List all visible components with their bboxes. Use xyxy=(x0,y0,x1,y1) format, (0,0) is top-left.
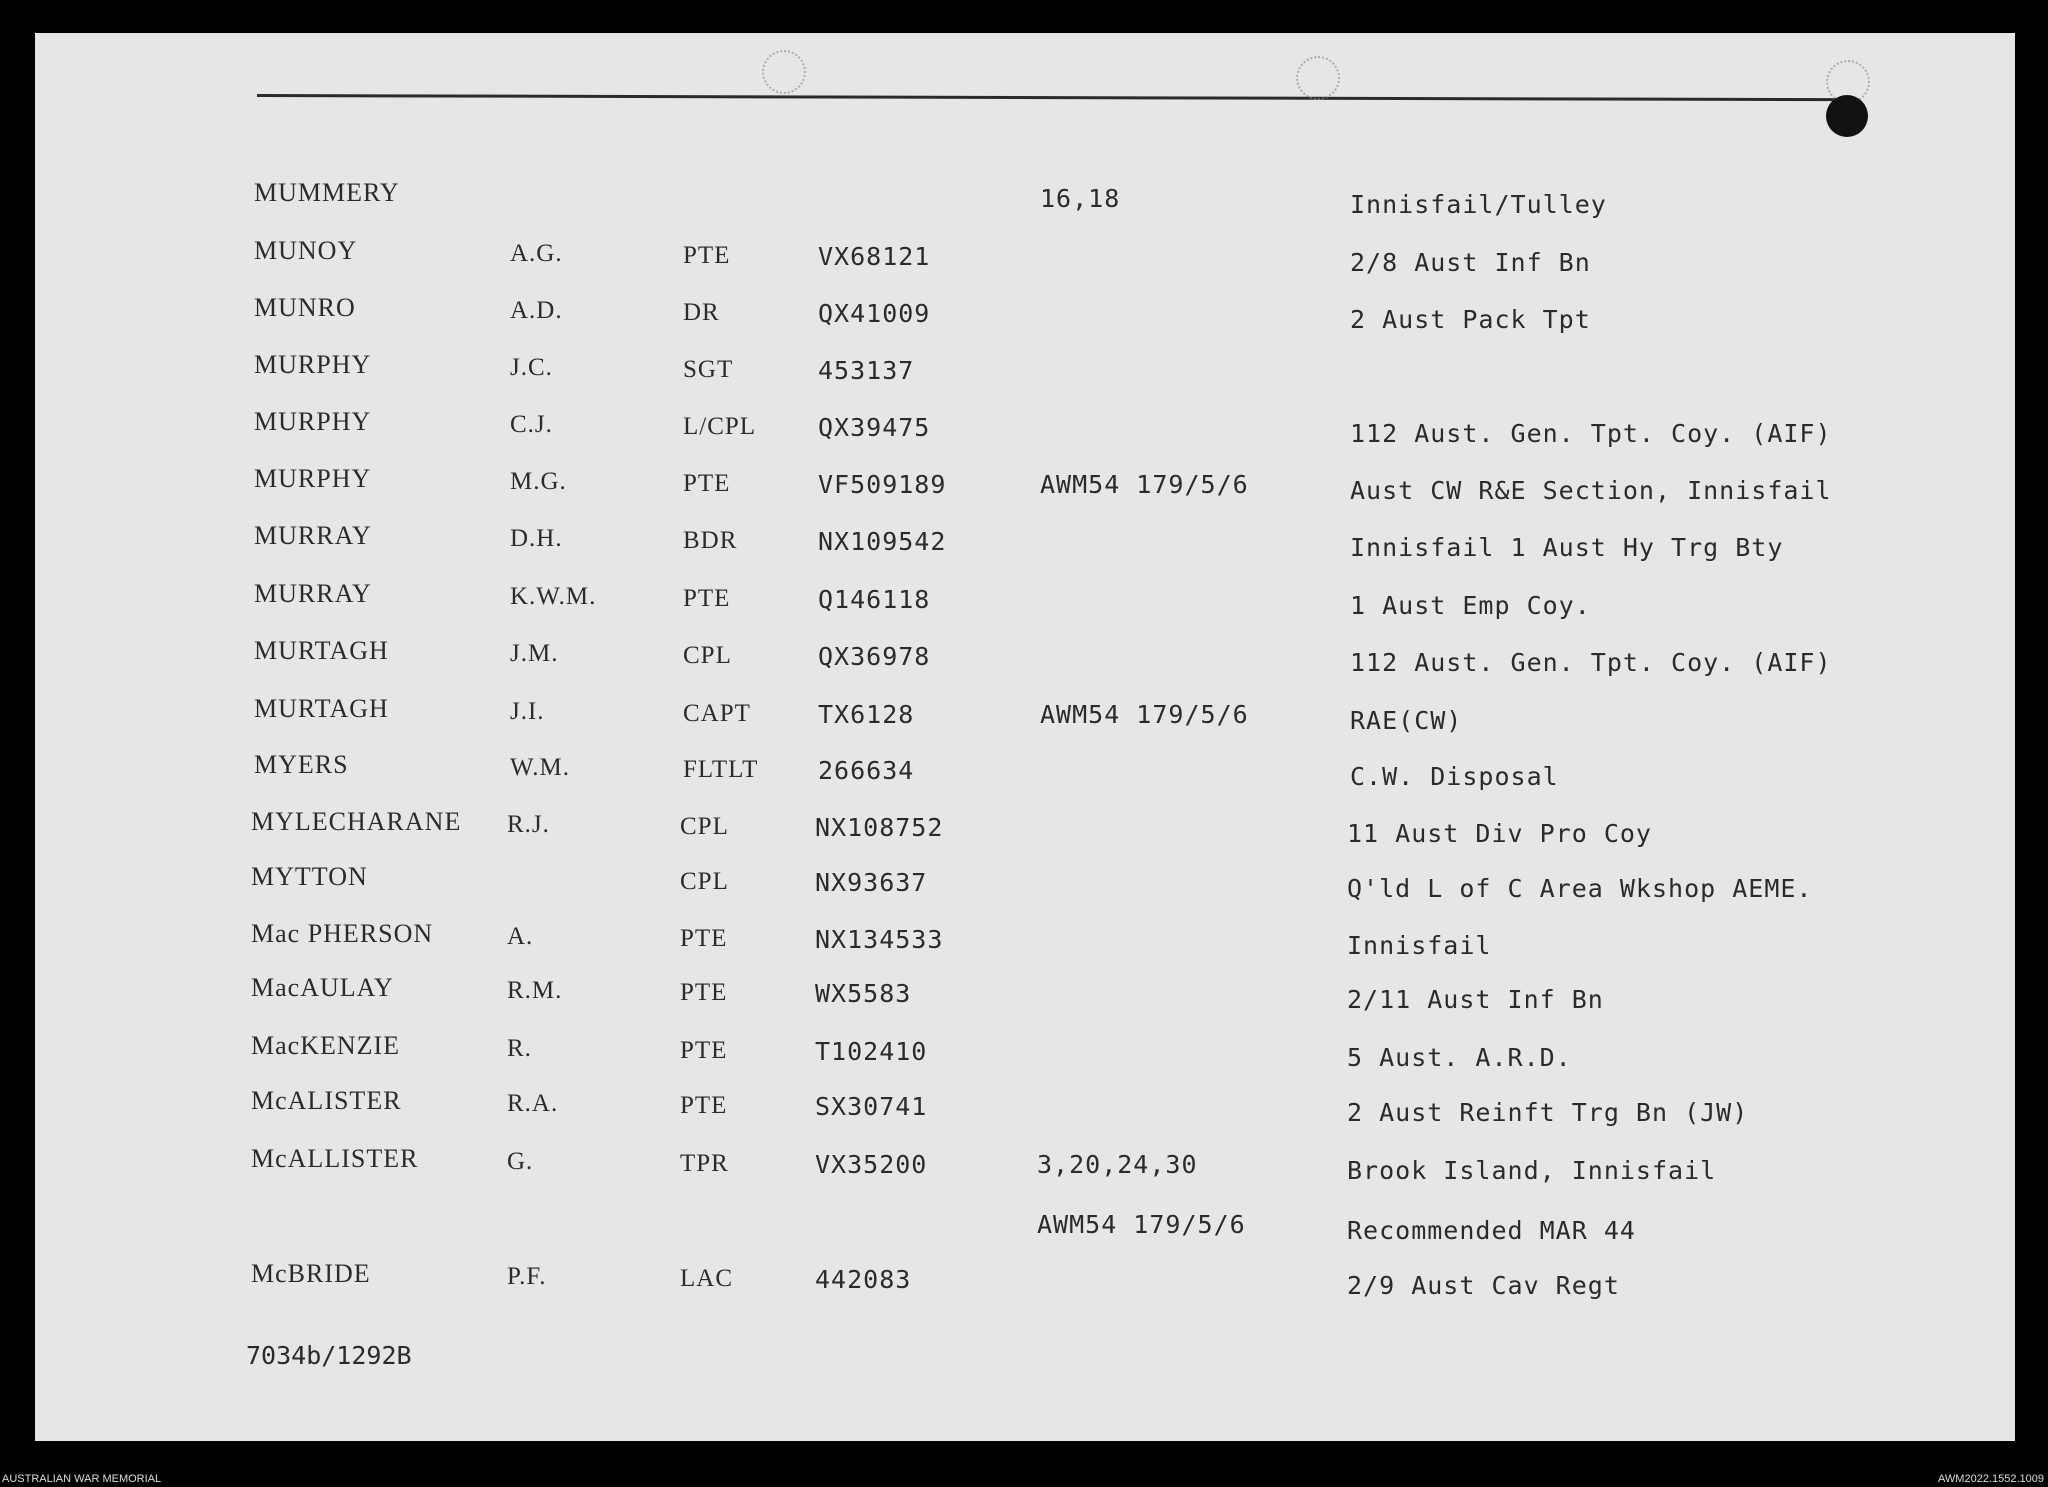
cell-number: 442083 xyxy=(815,1265,912,1294)
cell-unit: 2 Aust Reinft Trg Bn (JW) xyxy=(1347,1098,1749,1127)
cell-initials: J.M. xyxy=(510,640,559,667)
cell-rank: CPL xyxy=(680,868,729,895)
paper-mark xyxy=(762,50,806,94)
cell-unit: Innisfail xyxy=(1347,931,1492,960)
cell-unit: RAE(CW) xyxy=(1350,706,1463,735)
cell-rank: FLTLT xyxy=(683,756,759,783)
cell-pages: AWM54 179/5/6 xyxy=(1040,470,1249,499)
cell-unit: Innisfail 1 Aust Hy Trg Bty xyxy=(1350,533,1784,562)
cell-surname: MURTAGH xyxy=(254,694,389,723)
cell-unit: 2/11 Aust Inf Bn xyxy=(1347,985,1604,1014)
cell-initials: K.W.M. xyxy=(510,583,597,610)
cell-rank: TPR xyxy=(680,1150,729,1177)
cell-number: QX39475 xyxy=(818,413,931,442)
cell-number: 266634 xyxy=(818,756,915,785)
cell-initials: A.G. xyxy=(510,240,563,267)
cell-rank: SGT xyxy=(683,356,734,383)
punch-hole xyxy=(1826,95,1868,137)
cell-unit: Aust CW R&E Section, Innisfail xyxy=(1350,476,1832,505)
cell-initials: D.H. xyxy=(510,525,563,552)
cell-unit: Recommended MAR 44 xyxy=(1347,1216,1636,1245)
cell-rank: LAC xyxy=(680,1265,733,1292)
cell-initials: A. xyxy=(507,923,534,950)
cell-rank: CPL xyxy=(683,642,732,669)
cell-rank: CPL xyxy=(680,813,729,840)
cell-initials: R.J. xyxy=(507,811,550,838)
cell-surname: MacAULAY xyxy=(251,973,394,1002)
paper-mark xyxy=(1296,56,1340,100)
cell-pages: AWM54 179/5/6 xyxy=(1037,1210,1246,1239)
cell-surname: MUNOY xyxy=(254,236,358,265)
cell-surname: MYLECHARANE xyxy=(251,807,462,836)
cell-initials: R.A. xyxy=(507,1090,559,1117)
cell-number: NX93637 xyxy=(815,868,928,897)
cell-rank: CAPT xyxy=(683,700,751,727)
cell-rank: PTE xyxy=(680,979,728,1006)
cell-surname: MURTAGH xyxy=(254,636,389,665)
cell-surname: MURRAY xyxy=(254,579,372,608)
cell-number: NX108752 xyxy=(815,813,944,842)
cell-number: QX41009 xyxy=(818,299,931,328)
cell-number: VF509189 xyxy=(818,470,947,499)
cell-unit: 2 Aust Pack Tpt xyxy=(1350,305,1591,334)
cell-number: SX30741 xyxy=(815,1092,928,1121)
cell-initials: M.G. xyxy=(510,468,567,495)
cell-rank: PTE xyxy=(680,1037,728,1064)
cell-pages: AWM54 179/5/6 xyxy=(1040,700,1249,729)
cell-initials: C.J. xyxy=(510,411,553,438)
cell-number: VX35200 xyxy=(815,1150,928,1179)
cell-unit: 2/9 Aust Cav Regt xyxy=(1347,1271,1620,1300)
cell-surname: MURPHY xyxy=(254,350,372,379)
cell-unit: 1 Aust Emp Coy. xyxy=(1350,591,1591,620)
cell-number: TX6128 xyxy=(818,700,915,729)
cell-unit: Brook Island, Innisfail xyxy=(1347,1156,1717,1185)
cell-surname: MYTTON xyxy=(251,862,368,891)
cell-rank: PTE xyxy=(683,470,731,497)
cell-rank: L/CPL xyxy=(683,413,757,440)
cell-unit: Innisfail/Tulley xyxy=(1350,190,1607,219)
cell-rank: DR xyxy=(683,299,720,326)
cell-rank: PTE xyxy=(683,585,731,612)
cell-surname: McALLISTER xyxy=(251,1144,419,1173)
cell-initials: A.D. xyxy=(510,297,563,324)
cell-rank: PTE xyxy=(680,925,728,952)
cell-number: WX5583 xyxy=(815,979,912,1008)
cell-surname: MURPHY xyxy=(254,407,372,436)
cell-surname: MUMMERY xyxy=(254,178,400,207)
cell-initials: J.C. xyxy=(510,354,553,381)
cell-initials: G. xyxy=(507,1148,534,1175)
cell-number: QX36978 xyxy=(818,642,931,671)
cell-pages: 16,18 xyxy=(1040,184,1121,213)
cell-number: NX109542 xyxy=(818,527,947,556)
cell-surname: MYERS xyxy=(254,750,349,779)
cell-surname: Mac PHERSON xyxy=(251,919,434,948)
cell-number: VX68121 xyxy=(818,242,931,271)
cell-number: Q146118 xyxy=(818,585,931,614)
cell-surname: MURPHY xyxy=(254,464,372,493)
document-reference: 7034b/1292B xyxy=(246,1341,412,1370)
cell-unit: 11 Aust Div Pro Coy xyxy=(1347,819,1652,848)
cell-unit: 2/8 Aust Inf Bn xyxy=(1350,248,1591,277)
cell-rank: PTE xyxy=(680,1092,728,1119)
cell-unit: 5 Aust. A.R.D. xyxy=(1347,1043,1572,1072)
cell-initials: W.M. xyxy=(510,754,571,781)
cell-surname: MacKENZIE xyxy=(251,1031,401,1060)
cell-rank: PTE xyxy=(683,242,731,269)
cell-number: NX134533 xyxy=(815,925,944,954)
cell-unit: 112 Aust. Gen. Tpt. Coy. (AIF) xyxy=(1350,419,1832,448)
cell-surname: McBRIDE xyxy=(251,1259,371,1288)
cell-rank: BDR xyxy=(683,527,738,554)
cell-unit: 112 Aust. Gen. Tpt. Coy. (AIF) xyxy=(1350,648,1832,677)
cell-initials: R.M. xyxy=(507,977,563,1004)
cell-pages: 3,20,24,30 xyxy=(1037,1150,1198,1179)
cell-initials: J.I. xyxy=(510,698,545,725)
footer-institution: AUSTRALIAN WAR MEMORIAL xyxy=(2,1473,162,1485)
cell-unit: C.W. Disposal xyxy=(1350,762,1559,791)
cell-number: 453137 xyxy=(818,356,915,385)
cell-initials: R. xyxy=(507,1035,532,1062)
cell-number: T102410 xyxy=(815,1037,928,1066)
footer-accession: AWM2022.1552.1009 xyxy=(1938,1473,2044,1485)
cell-unit: Q'ld L of C Area Wkshop AEME. xyxy=(1347,874,1813,903)
cell-initials: P.F. xyxy=(507,1263,547,1290)
cell-surname: MURRAY xyxy=(254,521,372,550)
cell-surname: McALISTER xyxy=(251,1086,402,1115)
cell-surname: MUNRO xyxy=(254,293,356,322)
